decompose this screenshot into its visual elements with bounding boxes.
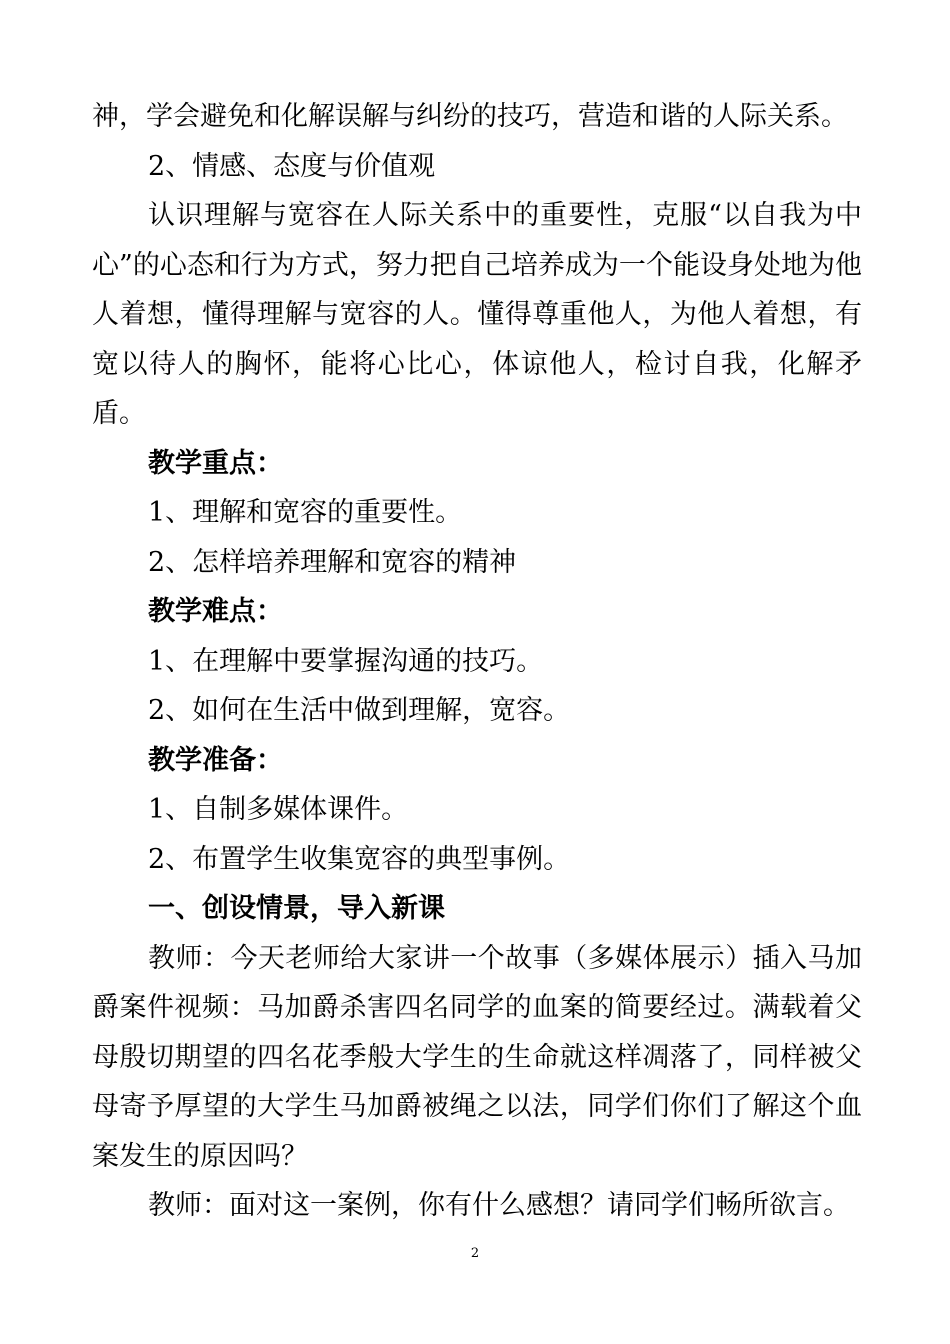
body-text (92, 92, 862, 1231)
heading-section-1: 一、创设情景，导入新课 (148, 893, 445, 924)
page-number: 2 (470, 1246, 480, 1261)
heading-key-points: 教学重点： (148, 447, 283, 479)
preparation-1: 1、自制多媒体课件。 (148, 794, 409, 825)
key-point-2: 2、怎样培养理解和宽容的精神 (148, 546, 517, 578)
paragraph-teacher-1: 教师：今天老师给大家讲一个故事（多媒体展示）插入马加爵案件视频：马加爵杀害四名同学的血案的简要经过。满载着父母殷切期望的四名花季般大学生的生命就这样凋落了，同样被父母寄予厚望的大学生马加爵被绳之以法，同学们你们了解这个血案发生的原因吗？ (92, 942, 862, 1172)
preparation-2: 2、布置学生收集宽容的典型事例。 (148, 843, 571, 875)
difficulty-2: 2、如何在生活中做到理解，宽容。 (148, 695, 571, 726)
heading-preparation: 教学准备： (148, 744, 283, 776)
paragraph-objective-heading: 2、情感、态度与价值观 (148, 150, 436, 182)
difficulty-1: 1、在理解中要掌握沟通的技巧。 (148, 645, 544, 677)
paragraph-teacher-2: 教师：面对这一案例，你有什么感想？请同学们畅所欲言。 (148, 1190, 850, 1221)
paragraph-continued: 神，学会避免和化解误解与纠纷的技巧，营造和谐的人际关系。 (92, 101, 848, 132)
key-point-1: 1、理解和宽容的重要性。 (148, 497, 463, 528)
heading-difficulties: 教学难点： (148, 596, 283, 627)
paragraph-objective-body: 认识理解与宽容在人际关系中的重要性，克服“以自我为中心”的心态和行为方式，努力把自己培养成为一个能设身处地为他人着想，懂得理解与宽容的人。懂得尊重他人，为他人着想，有宽以待人的胸怀，能将心比心，体谅他人，检讨自我，化解矛盾。 (92, 200, 862, 429)
